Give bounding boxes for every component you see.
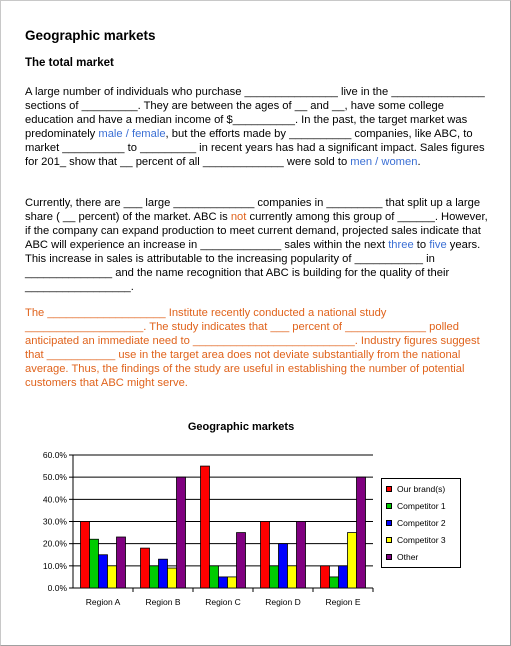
y-tick-label: 30.0%: [42, 516, 67, 527]
y-tick-label: 0.0%: [47, 583, 67, 593]
text-run: years. This increase in sales is attributable to the increasing popularity of ___________ in ______________ and the name recognition that ABC is building for the quality of their _________________.: [25, 239, 481, 293]
bar: [219, 577, 228, 588]
text-run-highlight: not: [230, 211, 247, 223]
bar: [108, 566, 117, 588]
legend-label: Competitor 2: [397, 518, 446, 528]
bar: [90, 539, 99, 588]
bar: [348, 533, 357, 588]
y-tick-label: 10.0%: [42, 560, 67, 571]
bar: [141, 548, 150, 588]
paragraph-3: [25, 306, 491, 390]
text-run: Currently, there are ___ large _____________ companies in _________ that split up a large share ( __ percent) of the market. ABC is: [25, 197, 481, 223]
bar: [237, 533, 246, 588]
text-run: The ___________________ Institute recently conducted a national study ___________________. The study indicates that ___ percent of _____________ polled anticipated an immediate need to __________________________. Industry figures suggest that ___________ use in the target area does not deviate substantially from the national average. Thus, the findings of the study are useful in establishing the number of potential customers that ABC might serve.: [25, 307, 480, 389]
legend-swatch: [386, 503, 392, 509]
legend-swatch: [386, 554, 392, 560]
bar: [357, 477, 366, 588]
bar: [339, 566, 348, 588]
bar: [330, 577, 339, 588]
bar: [168, 568, 177, 588]
legend-item: [386, 500, 446, 512]
bar: [210, 566, 219, 588]
legend-swatch: [386, 537, 392, 543]
bar: [177, 477, 186, 588]
bar: [228, 577, 237, 588]
bar: [159, 559, 168, 588]
legend-label: Our brand(s): [397, 484, 446, 494]
text-run-highlight: three: [388, 239, 414, 251]
bar: [288, 566, 297, 588]
legend-swatch: [386, 486, 392, 492]
bar: [150, 566, 159, 588]
legend-label: Other: [397, 552, 419, 562]
bar: [297, 522, 306, 589]
text-run: , but the efforts made by __________ companies, like ABC, to market __________ to _________ in recent years has had a significant impact. Sales figures for 201_ show that __ percent of all _____________ were sold to: [25, 128, 485, 168]
x-tick-label: Region C: [205, 597, 241, 607]
paragraph-1: [25, 85, 491, 169]
x-tick-label: Region A: [85, 597, 121, 607]
bar: [279, 544, 288, 588]
paragraph-2: [25, 196, 491, 294]
legend-swatch: [386, 520, 392, 526]
legend-item: [386, 517, 446, 529]
chart-legend: [381, 478, 461, 568]
bar: [321, 566, 330, 588]
x-tick-label: Region B: [145, 597, 181, 607]
text-run-highlight: male / female: [98, 128, 166, 140]
text-run-highlight: five: [429, 239, 447, 251]
text-run: to: [413, 239, 430, 251]
x-tick-label: Region E: [325, 597, 361, 607]
chart-title: Geographic markets: [187, 421, 295, 433]
legend-item: [386, 483, 445, 495]
document-title: Geographic markets: [25, 28, 156, 43]
y-tick-label: 50.0%: [42, 472, 67, 483]
bar: [201, 466, 210, 588]
y-tick-label: 60.0%: [42, 450, 67, 460]
y-tick-label: 40.0%: [42, 494, 67, 505]
bar: [81, 522, 90, 589]
bar: [99, 555, 108, 588]
bar: [261, 522, 270, 589]
y-tick-label: 20.0%: [42, 538, 67, 549]
bar: [117, 537, 126, 588]
x-tick-label: Region D: [265, 597, 301, 607]
text-run: .: [417, 156, 421, 168]
bar: [270, 566, 279, 588]
text-run: currently among this group of ______. However, if the company can expand production to meet current demand, projected sales indicate that ABC will experience an increase in _____________ sales within the next: [25, 211, 488, 251]
legend-label: Competitor 1: [397, 501, 446, 511]
text-run-highlight: men / women: [350, 156, 418, 168]
legend-item: [386, 551, 418, 563]
legend-item: [386, 534, 446, 546]
legend-label: Competitor 3: [397, 535, 446, 545]
text-run: A large number of individuals who purchase _______________ live in the _______________ sections of _________. They are between the ages of __ and __, have some college education and have a median income of $__________. In the past, the target market was predominately: [25, 86, 485, 140]
section-heading: The total market: [25, 57, 114, 69]
